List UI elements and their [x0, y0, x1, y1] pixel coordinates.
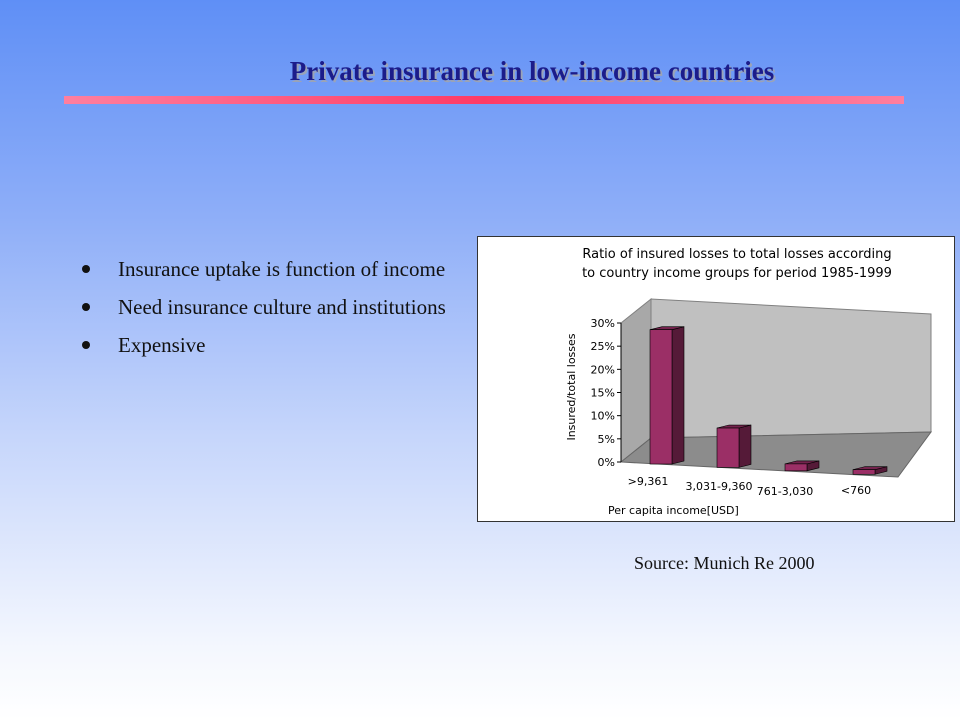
x-tick-label: >9,361 — [627, 475, 669, 488]
y-tick-label: 0% — [597, 456, 615, 469]
bullet-item — [82, 256, 462, 282]
y-tick-label: 30% — [590, 317, 615, 330]
y-tick-label: 15% — [590, 386, 615, 400]
slide-title: Private insurance in low-income countries — [289, 56, 775, 86]
bullet-dot-icon — [82, 303, 90, 311]
bar-side — [672, 327, 684, 464]
bar-chart — [478, 237, 954, 521]
chart-frame — [477, 236, 955, 522]
x-tick-label: 761-3,030 — [756, 485, 814, 498]
bar — [853, 470, 875, 475]
y-tick-label: 5% — [597, 432, 615, 446]
chart-side-wall — [621, 299, 651, 462]
bar — [717, 428, 739, 467]
bullet-text: Need insurance culture and institutions — [118, 295, 446, 319]
chart-back-wall — [651, 299, 931, 438]
bullet-text: Expensive — [118, 333, 206, 357]
bullet-dot-icon — [82, 265, 90, 273]
x-tick-label: <760 — [840, 484, 872, 497]
y-axis-label: Insured/total losses — [565, 333, 578, 441]
y-tick-label: 20% — [590, 363, 615, 377]
bullet-text: Insurance uptake is function of income — [118, 257, 446, 281]
x-tick-label: 3,031-9,360 — [685, 480, 753, 493]
title-underline — [64, 96, 904, 104]
y-tick-label: 10% — [590, 409, 615, 423]
y-tick-label: 25% — [590, 340, 615, 354]
x-axis-label: Per capita income[USD] — [608, 504, 739, 517]
bar — [785, 464, 807, 471]
bullet-item — [82, 332, 462, 358]
bullet-list — [82, 256, 462, 370]
bullet-dot-icon — [82, 341, 90, 349]
chart-title-line: to country income groups for period 1985-1999 — [582, 266, 892, 281]
bullet-item — [82, 294, 462, 320]
bar-side — [739, 425, 751, 467]
bar — [650, 330, 672, 464]
chart-title-line: Ratio of insured losses to total losses according — [582, 247, 892, 262]
source-note: Source: Munich Re 2000 — [634, 553, 815, 573]
